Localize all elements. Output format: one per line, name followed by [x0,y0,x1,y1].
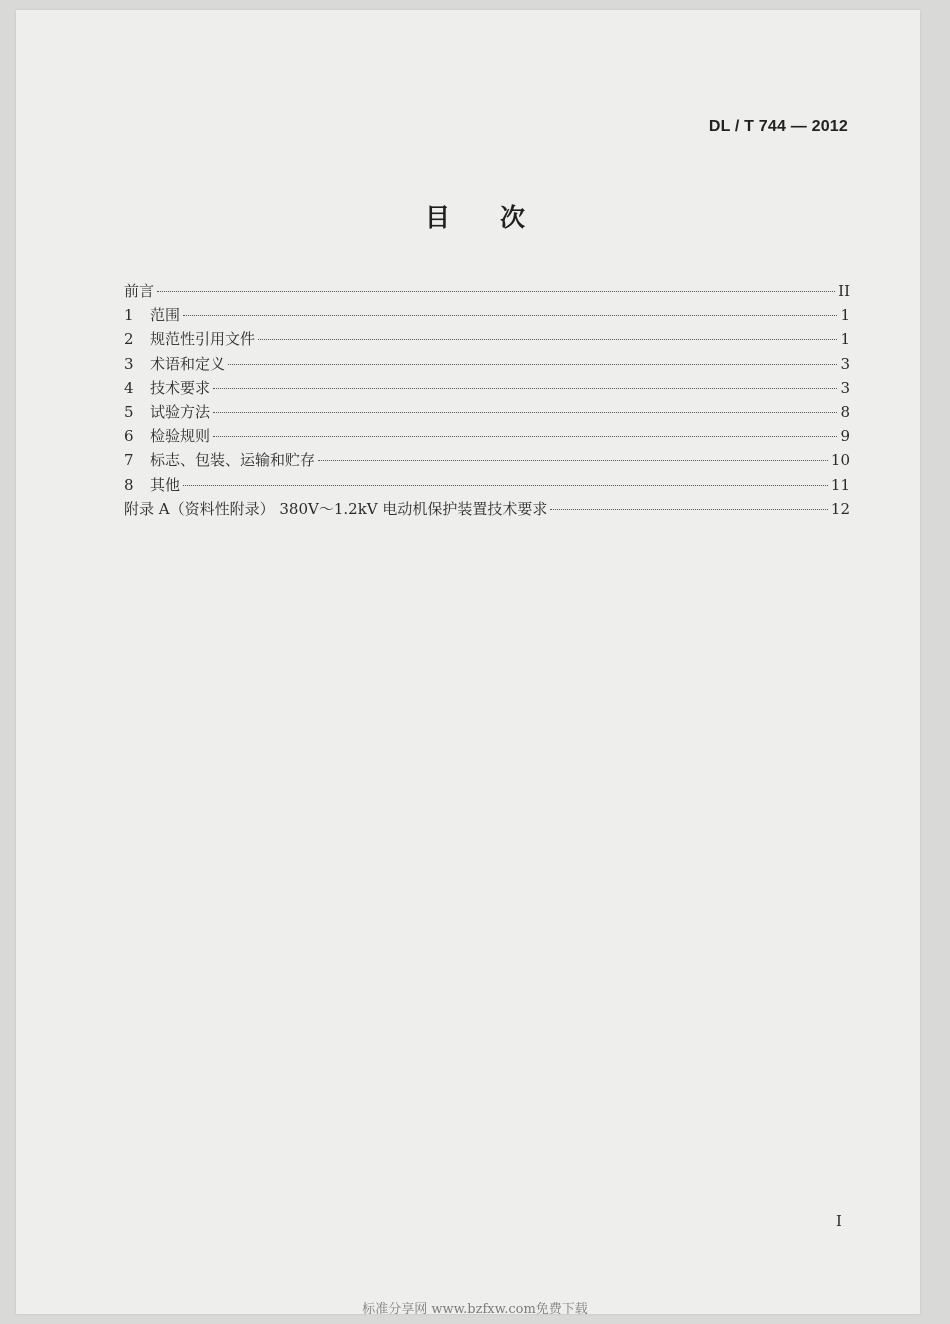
toc-entry-number: 8 [124,475,134,494]
title-part-2: 次 [500,203,526,232]
toc-leader-dots [183,485,828,486]
toc-entry-label: 范围 [150,306,181,325]
toc-entry-page: 12 [830,499,850,518]
toc-entry-label: 试验方法 [150,402,211,421]
title-part-1: 目 [424,203,450,232]
toc-entry-appendix-a[interactable] [124,498,850,522]
toc-leader-dots [213,412,837,413]
toc-entry-page: 1 [840,330,850,349]
page-title [0,198,950,234]
toc-leader-dots [213,388,837,389]
toc-entry-4[interactable] [124,377,850,401]
standard-code: DL / T 744 — 2012 [708,118,848,135]
toc-entry-label: 规范性引用文件 [150,330,256,349]
toc-entry-number: 1 [124,306,134,325]
toc-entry-label: 前言 [124,282,155,300]
table-of-contents [124,280,850,522]
toc-entry-label: 检验规则 [150,427,211,446]
toc-entry-foreword[interactable] [124,280,850,304]
toc-entry-page: II [838,282,850,300]
toc-entry-page: 1 [840,306,850,325]
toc-entry-2[interactable] [124,328,850,352]
toc-entry-number: 5 [124,402,134,421]
toc-entry-label: 附录 A（资料性附录） 380V～1.2kV 电动机保护装置技术要求 [124,499,548,518]
toc-entry-page: 3 [840,378,850,397]
toc-entry-page: 10 [830,451,850,470]
toc-entry-number: 7 [124,451,134,470]
toc-entry-label: 技术要求 [150,378,211,397]
toc-entry-6[interactable] [124,425,850,449]
toc-entry-1[interactable] [124,304,850,328]
toc-entry-number: 4 [124,378,134,397]
toc-entry-label: 术语和定义 [150,354,226,373]
toc-entry-number: 2 [124,330,134,349]
watermark: 标准分享网 www.bzfxw.com免费下载 [362,1302,588,1317]
toc-leader-dots [318,460,828,461]
toc-entry-page: 8 [840,402,850,421]
toc-entry-number: 3 [124,354,134,373]
toc-entry-page: 3 [840,354,850,373]
toc-entry-label: 标志、包装、运输和贮存 [150,451,316,470]
toc-leader-dots [183,315,837,316]
toc-entry-7[interactable] [124,449,850,473]
toc-entry-page: 11 [830,475,850,494]
toc-entry-8[interactable] [124,474,850,498]
toc-leader-dots [157,291,835,292]
toc-entry-5[interactable] [124,401,850,425]
page-number: I [836,1212,842,1230]
toc-leader-dots [258,339,837,340]
toc-leader-dots [213,436,837,437]
toc-entry-number: 6 [124,427,134,446]
toc-leader-dots [228,364,837,365]
toc-entry-3[interactable] [124,353,850,377]
toc-entry-page: 9 [840,427,850,446]
toc-entry-label: 其他 [150,475,181,494]
toc-leader-dots [550,509,828,510]
